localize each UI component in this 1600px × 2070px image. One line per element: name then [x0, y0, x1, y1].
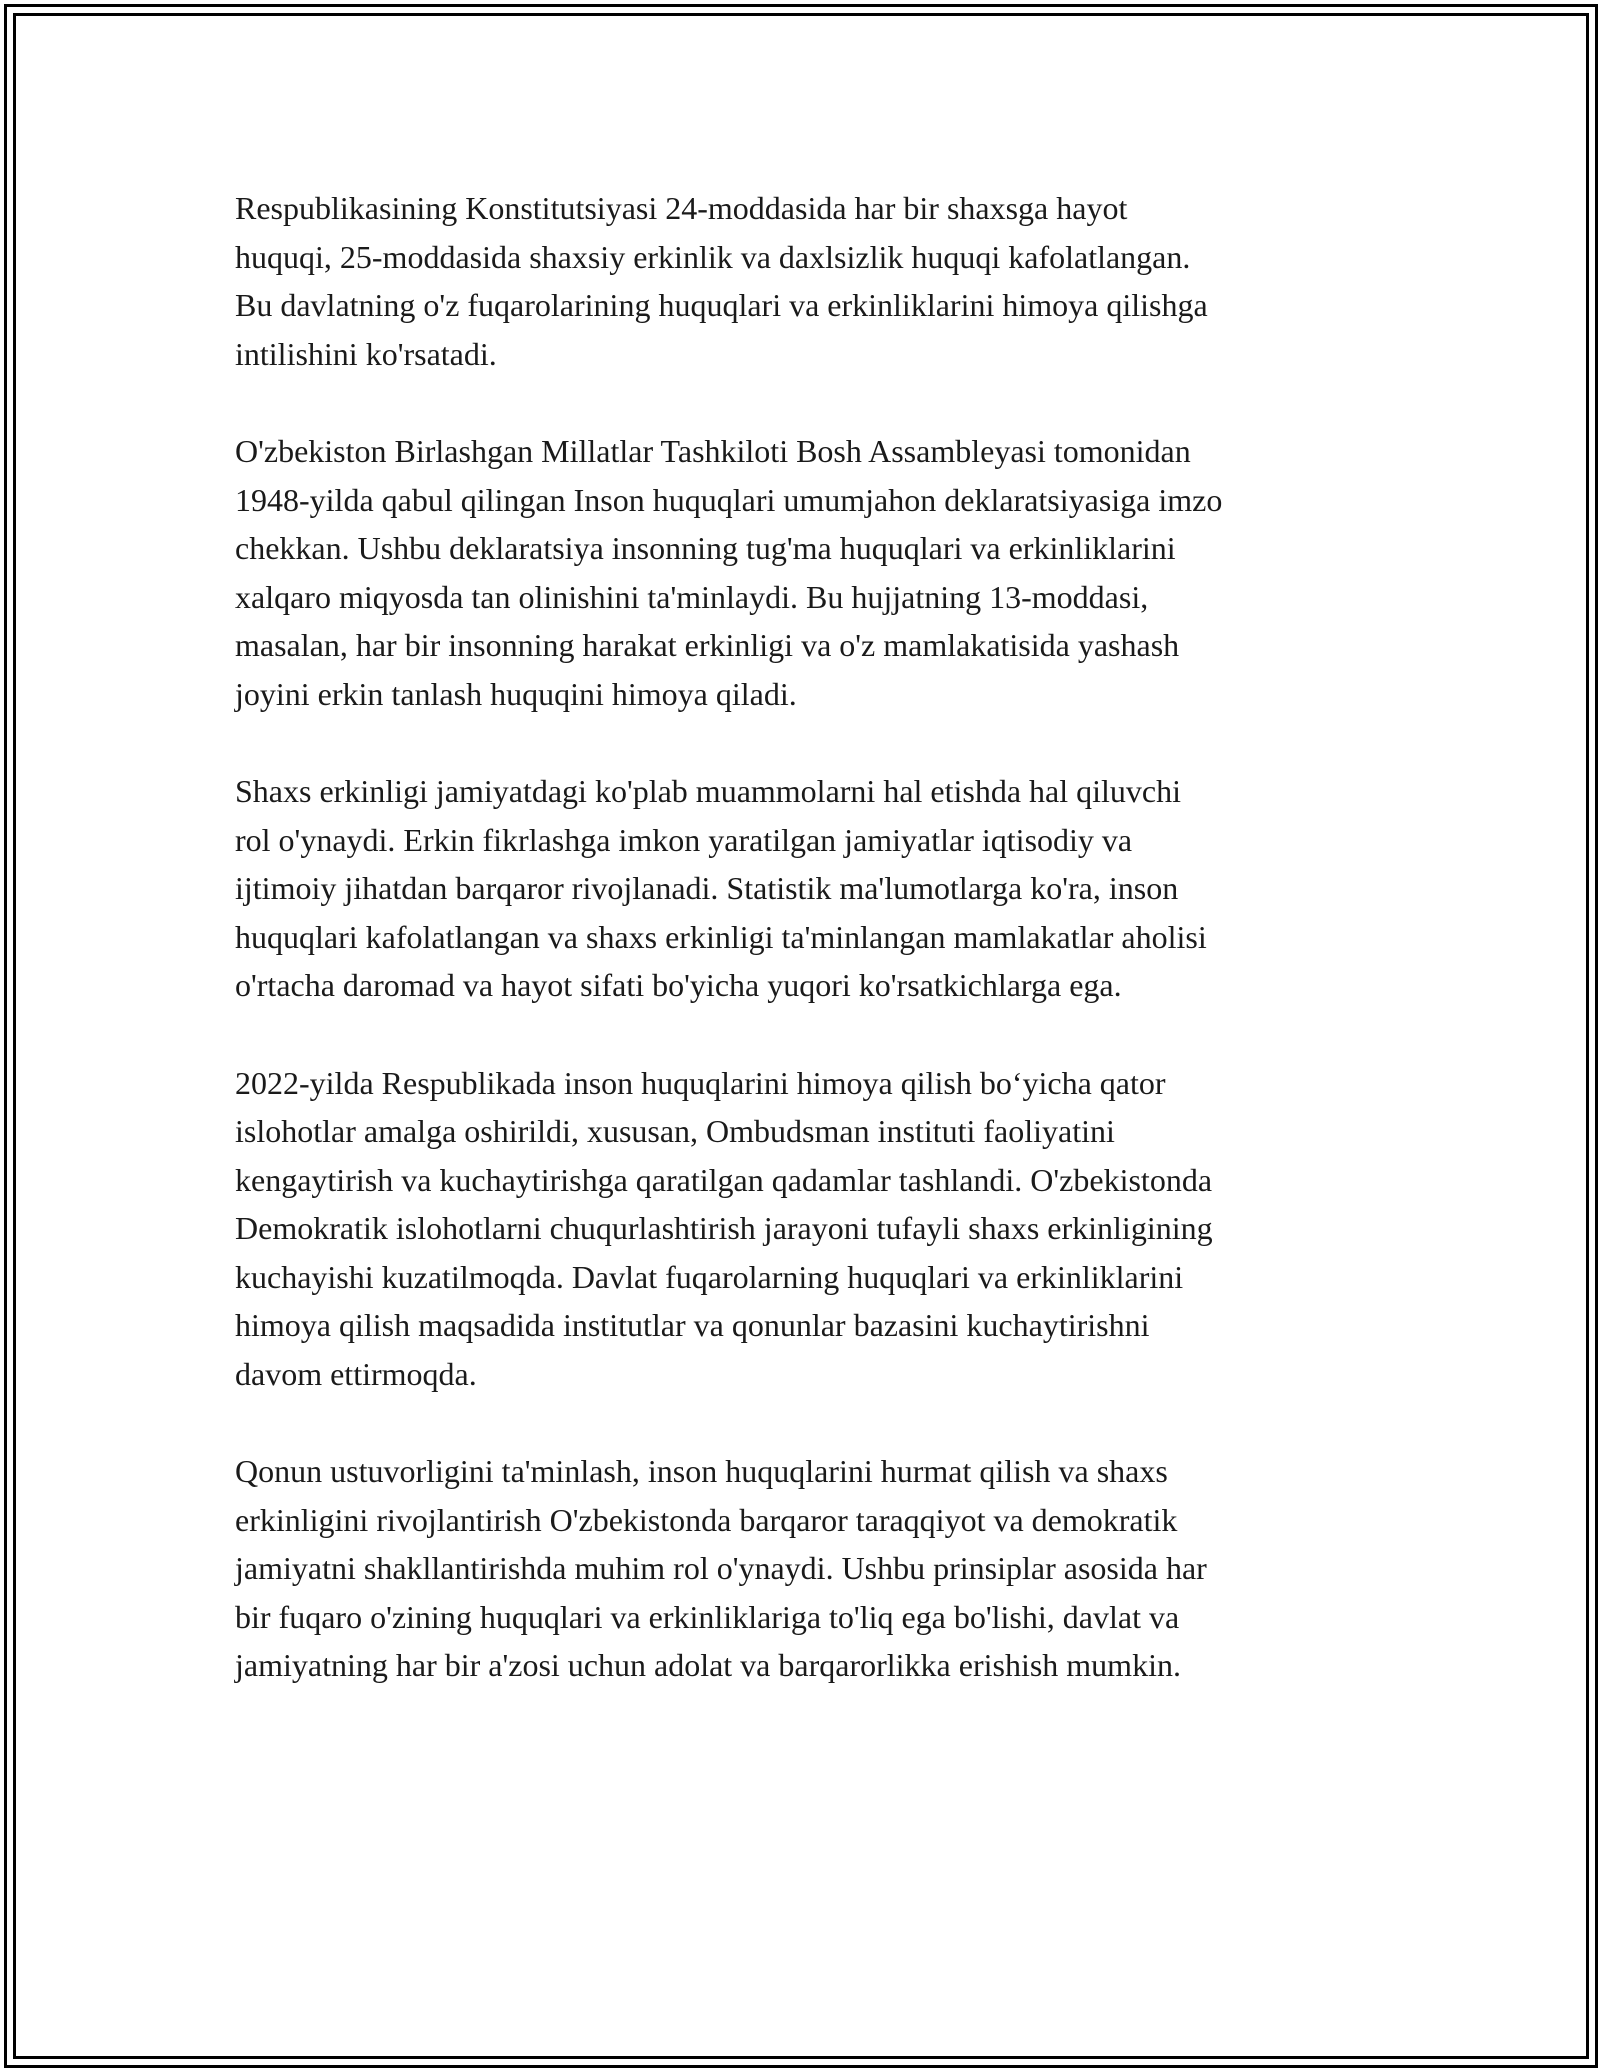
- paragraph-line: o'rtacha daromad va hayot sifati bo'yicha yuqori ko'rsatkichlarga ega.: [235, 967, 1122, 1003]
- paragraph-line: xalqaro miqyosda tan olinishini ta'minlaydi. Bu hujjatning 13-moddasi,: [235, 578, 1149, 615]
- paragraph-line: 1948-yilda qabul qilingan Inson huquqlari umumjahon deklaratsiyasiga imzo: [235, 481, 1223, 518]
- paragraph-line: erkinligini rivojlantirish O'zbekistonda barqaror taraqqiyot va demokratik: [235, 1501, 1178, 1538]
- paragraph-line: jamiyatni shakllantirishda muhim rol o'ynaydi. Ushbu prinsiplar asosida har: [235, 1550, 1207, 1586]
- paragraph-line: chekkan. Ushbu deklaratsiya insonning tug'ma huquqlari va erkinliklarini: [235, 530, 1176, 566]
- paragraph-line: Demokratik islohotlarni chuqurlashtirish jarayoni tufayli shaxs erkinligining: [235, 1210, 1213, 1246]
- paragraph-line: bir fuqaro o'zining huquqlari va erkinliklariga to'liq ega bo'lishi, davlat va: [235, 1598, 1180, 1635]
- paragraph-line: ijtimoiy jihatdan barqaror rivojlanadi. Statistik ma'lumotlarga ko'ra, inson: [235, 870, 1179, 906]
- paragraph-line: O'zbekiston Birlashgan Millatlar Tashkiloti Bosh Assambleyasi tomonidan: [235, 433, 1191, 469]
- paragraph-line: rol o'ynaydi. Erkin fikrlashga imkon yaratilgan jamiyatlar iqtisodiy va: [235, 821, 1133, 858]
- paragraph-3: [235, 767, 1395, 1010]
- paragraph-line: Qonun ustuvorligini ta'minlash, inson huquqlarini hurmat qilish va shaxs: [235, 1453, 1168, 1489]
- paragraph-line: huquqi, 25-moddasida shaxsiy erkinlik va daxlsizlik huquqi kafolatlangan.: [235, 238, 1191, 275]
- paragraph-line: Shaxs erkinligi jamiyatdagi ko'plab muammolarni hal etishda hal qiluvchi: [235, 773, 1182, 809]
- paragraph-2: [235, 427, 1395, 718]
- paragraph-line: islohotlar amalga oshirildi, xususan, Ombudsman instituti faoliyatini: [235, 1113, 1115, 1149]
- paragraph-line: Respublikasining Konstitutsiyasi 24-moddasida har bir shaxsga hayot: [235, 190, 1128, 226]
- paragraph-line: jamiyatning har bir a'zosi uchun adolat va barqarorlikka erishish mumkin.: [235, 1647, 1181, 1683]
- paragraph-line: himoya qilish maqsadida institutlar va qonunlar bazasini kuchaytirishni: [235, 1307, 1150, 1343]
- paragraph-5: [235, 1447, 1395, 1690]
- paragraph-line: kengaytirish va kuchaytirishga qaratilgan qadamlar tashlandi. O'zbekistonda: [235, 1161, 1213, 1198]
- paragraph-4: [235, 1059, 1395, 1399]
- paragraph-1: [235, 184, 1395, 378]
- paragraph-line: kuchayishi kuzatilmoqda. Davlat fuqarolarning huquqlari va erkinliklarini: [235, 1258, 1184, 1295]
- paragraph-line: huquqlari kafolatlangan va shaxs erkinligi ta'minlangan mamlakatlar aholisi: [235, 918, 1207, 955]
- paragraph-line: masalan, har bir insonning harakat erkinligi va o'z mamlakatisida yashash: [235, 627, 1180, 663]
- paragraph-line: joyini erkin tanlash huquqini himoya qiladi.: [235, 675, 797, 712]
- paragraph-line: davom ettirmoqda.: [235, 1355, 477, 1392]
- document-body: [235, 184, 1395, 1739]
- paragraph-line: intilishini ko'rsatadi.: [235, 335, 497, 372]
- paragraph-line: Bu davlatning o'z fuqarolarining huquqlari va erkinliklarini himoya qilishga: [235, 287, 1208, 323]
- paragraph-line: 2022-yilda Respublikada inson huquqlarini himoya qilish bo‘yicha qator: [235, 1064, 1166, 1101]
